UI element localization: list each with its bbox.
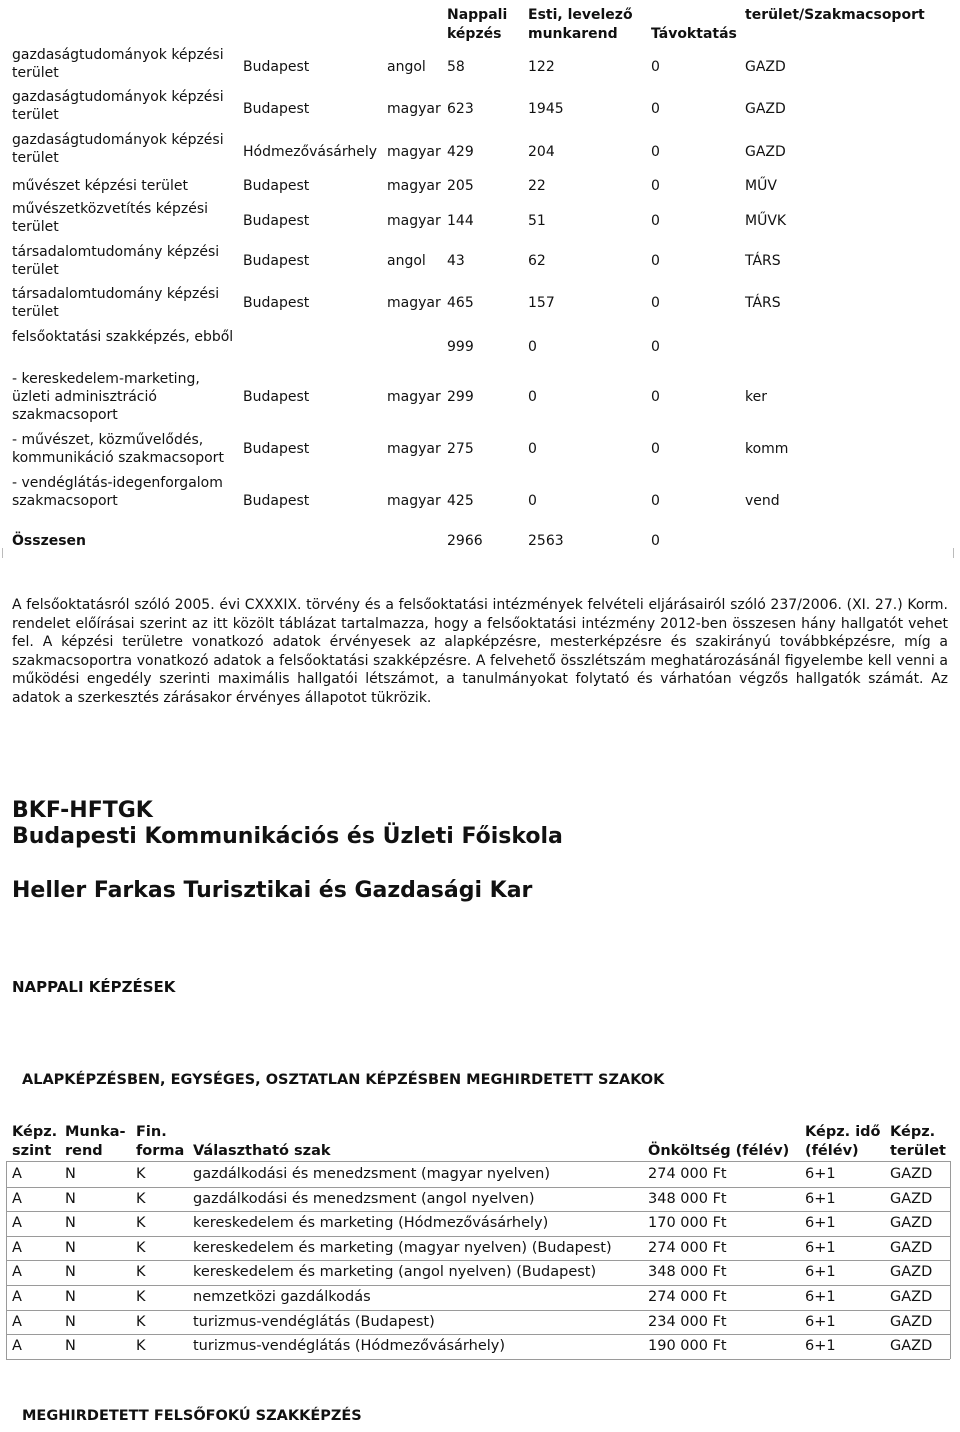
total-esti: 2563 bbox=[528, 533, 564, 549]
header-line: Képz. bbox=[890, 1124, 936, 1140]
row-szak: kereskedelem és marketing (magyar nyelven) (Budapest) bbox=[193, 1240, 612, 1256]
row-munkarend: N bbox=[65, 1314, 76, 1330]
header-esti: Esti, levelező munkarend bbox=[528, 7, 633, 42]
row-fin-forma: K bbox=[136, 1240, 146, 1256]
row-fin-forma: K bbox=[136, 1215, 146, 1231]
row-onkoltseg: 170 000 Ft bbox=[648, 1215, 727, 1231]
total-tavoktatas: 0 bbox=[651, 533, 660, 549]
row-tavoktatas: 0 bbox=[651, 389, 660, 405]
row-tavoktatas: 0 bbox=[651, 59, 660, 75]
row-kepz-szint: A bbox=[12, 1215, 22, 1231]
row-kepz-terulet: GAZD bbox=[890, 1166, 933, 1182]
total-nappali: 2966 bbox=[447, 533, 483, 549]
legal-note: A felsőoktatásról szóló 2005. évi CXXXIX. törvény és a felsőoktatási intézmények felvételi eljárásairól szóló 237/2006. (XI. 27.) Korm. rendelet előírásai szerint az itt közölt táblázat tartalmazza, hogy a felsőoktatási intézmény 2012-ben összesen hány hallgatót vehet fel. A képzési területre vonatkozó adatok érvényesek az alapképzésre, mesterképzésre és szakirányú továbbképzésre, míg a szakmacsoportra vonatkozó adatok a felsőoktatási szakképzésre. A felvehető összlétszám meghatározásánál figyelembe kell venni a működési engedély szerinti maximális hallgatói létszámot, a tanulmányokat folytató és várhatóan végzős hallgatók számát. Az adatok a szerkesztés zárásakor érvényes állapotot tükrözik. bbox=[12, 597, 948, 706]
row-code: TÁRS bbox=[745, 253, 781, 269]
row-szak: turizmus-vendéglátás (Hódmezővásárhely) bbox=[193, 1338, 506, 1354]
row-szak: kereskedelem és marketing (Hódmezővásárhely) bbox=[193, 1215, 549, 1231]
row-code: GAZD bbox=[745, 59, 786, 75]
section-alap-title: ALAPKÉPZÉSBEN, EGYSÉGES, OSZTATLAN KÉPZÉSBEN MEGHIRDETETT SZAKOK bbox=[22, 1072, 665, 1088]
header-szak: Választható szak bbox=[193, 1143, 331, 1159]
institution-code: BKF-HFTGK bbox=[12, 798, 153, 823]
row-language: magyar bbox=[387, 144, 441, 160]
row-fin-forma: K bbox=[136, 1338, 146, 1354]
row-city: Hódmezővásárhely bbox=[243, 144, 378, 160]
row-tavoktatas: 0 bbox=[651, 213, 660, 229]
header-line: Munka- bbox=[65, 1124, 126, 1140]
row-onkoltseg: 348 000 Ft bbox=[648, 1264, 727, 1280]
row-kepz-ido: 6+1 bbox=[805, 1240, 836, 1256]
row-kepz-ido: 6+1 bbox=[805, 1289, 836, 1305]
row-city: Budapest bbox=[243, 441, 310, 457]
row-esti: 22 bbox=[528, 178, 546, 194]
row-tavoktatas: 0 bbox=[651, 144, 660, 160]
row-esti: 204 bbox=[528, 144, 555, 160]
row-nappali: 43 bbox=[447, 253, 465, 269]
row-kepz-ido: 6+1 bbox=[805, 1191, 836, 1207]
header-onkoltseg: Önköltség (félév) bbox=[648, 1143, 790, 1159]
header-line: Képz. idő bbox=[805, 1124, 881, 1140]
header-kepz-szint bbox=[12, 1123, 57, 1161]
row-esti: 0 bbox=[528, 389, 537, 405]
row-nappali: 275 bbox=[447, 441, 474, 457]
table-row bbox=[0, 1334, 960, 1359]
row-label: művészetközvetítés képzési terület bbox=[12, 201, 209, 235]
row-kepz-szint: A bbox=[12, 1240, 22, 1256]
row-onkoltseg: 190 000 Ft bbox=[648, 1338, 727, 1354]
row-nappali: 623 bbox=[447, 101, 474, 117]
faculty-name: Heller Farkas Turisztikai és Gazdasági Kar bbox=[12, 878, 533, 903]
row-kepz-szint: A bbox=[12, 1289, 22, 1305]
row-language: magyar bbox=[387, 441, 441, 457]
row-tavoktatas: 0 bbox=[651, 493, 660, 509]
header-kepz-ido bbox=[805, 1123, 881, 1161]
row-kepz-terulet: GAZD bbox=[890, 1215, 933, 1231]
header-tavoktatas: Távoktatás bbox=[651, 26, 737, 42]
header-munkarend bbox=[65, 1123, 126, 1161]
row-munkarend: N bbox=[65, 1289, 76, 1305]
row-onkoltseg: 348 000 Ft bbox=[648, 1191, 727, 1207]
header-terulet: terület/Szakmacsoport bbox=[745, 7, 925, 23]
row-tavoktatas: 0 bbox=[651, 295, 660, 311]
row-language: angol bbox=[387, 253, 426, 269]
row-szak: gazdálkodási és menedzsment (angol nyelven) bbox=[193, 1191, 535, 1207]
row-onkoltseg: 274 000 Ft bbox=[648, 1289, 727, 1305]
row-kepz-terulet: GAZD bbox=[890, 1240, 933, 1256]
header-line: Képz. bbox=[12, 1124, 58, 1140]
table-rule bbox=[6, 1359, 950, 1360]
row-esti: 1945 bbox=[528, 101, 564, 117]
row-label: gazdaságtudományok képzési terület bbox=[12, 89, 224, 123]
row-tavoktatas: 0 bbox=[651, 101, 660, 117]
row-city: Budapest bbox=[243, 295, 310, 311]
row-city: Budapest bbox=[243, 213, 310, 229]
row-city: Budapest bbox=[243, 59, 310, 75]
row-fin-forma: K bbox=[136, 1166, 146, 1182]
row-language: magyar bbox=[387, 213, 441, 229]
header-line: (félév) bbox=[805, 1143, 859, 1159]
row-label: felsőoktatási szakképzés, ebből bbox=[12, 329, 234, 345]
table-row bbox=[0, 1211, 960, 1236]
institution-name: Budapesti Kommunikációs és Üzleti Főiskola bbox=[12, 824, 563, 849]
row-kepz-szint: A bbox=[12, 1166, 22, 1182]
row-esti: 0 bbox=[528, 493, 537, 509]
row-munkarend: N bbox=[65, 1166, 76, 1182]
row-tavoktatas: 0 bbox=[651, 339, 660, 355]
row-city: Budapest bbox=[243, 178, 310, 194]
row-label: társadalomtudomány képzési terület bbox=[12, 286, 220, 320]
row-label: gazdaságtudományok képzési terület bbox=[12, 132, 224, 166]
row-city: Budapest bbox=[243, 389, 310, 405]
row-esti: 51 bbox=[528, 213, 546, 229]
row-tavoktatas: 0 bbox=[651, 178, 660, 194]
row-esti: 62 bbox=[528, 253, 546, 269]
row-city: Budapest bbox=[243, 253, 310, 269]
row-language: magyar bbox=[387, 101, 441, 117]
row-kepz-szint: A bbox=[12, 1338, 22, 1354]
header-kepz-terulet bbox=[890, 1123, 946, 1161]
row-kepz-ido: 6+1 bbox=[805, 1314, 836, 1330]
row-kepz-ido: 6+1 bbox=[805, 1166, 836, 1182]
table-row bbox=[0, 1162, 960, 1187]
row-kepz-terulet: GAZD bbox=[890, 1264, 933, 1280]
row-munkarend: N bbox=[65, 1191, 76, 1207]
row-nappali: 205 bbox=[447, 178, 474, 194]
header-fin-forma bbox=[136, 1123, 184, 1161]
row-nappali: 465 bbox=[447, 295, 474, 311]
row-onkoltseg: 234 000 Ft bbox=[648, 1314, 727, 1330]
row-munkarend: N bbox=[65, 1215, 76, 1231]
total-label: Összesen bbox=[12, 533, 87, 549]
row-kepz-ido: 6+1 bbox=[805, 1338, 836, 1354]
row-fin-forma: K bbox=[136, 1289, 146, 1305]
row-kepz-szint: A bbox=[12, 1191, 22, 1207]
row-fin-forma: K bbox=[136, 1314, 146, 1330]
row-esti: 122 bbox=[528, 59, 555, 75]
row-label: gazdaságtudományok képzési terület bbox=[12, 47, 224, 81]
row-tavoktatas: 0 bbox=[651, 441, 660, 457]
row-city: Budapest bbox=[243, 493, 310, 509]
row-nappali: 299 bbox=[447, 389, 474, 405]
row-kepz-ido: 6+1 bbox=[805, 1264, 836, 1280]
row-language: magyar bbox=[387, 493, 441, 509]
row-code: GAZD bbox=[745, 144, 786, 160]
row-code: MŰV bbox=[745, 178, 777, 194]
row-esti: 0 bbox=[528, 441, 537, 457]
header-line: rend bbox=[65, 1143, 103, 1159]
row-munkarend: N bbox=[65, 1264, 76, 1280]
row-tavoktatas: 0 bbox=[651, 253, 660, 269]
header-nappali: Nappali képzés bbox=[447, 7, 508, 42]
row-city: Budapest bbox=[243, 101, 310, 117]
row-label: - vendéglátás-idegenforgalom szakmacsoport bbox=[12, 475, 223, 509]
header-line: szint bbox=[12, 1143, 52, 1159]
row-munkarend: N bbox=[65, 1338, 76, 1354]
table-row bbox=[0, 1285, 960, 1310]
row-code: TÁRS bbox=[745, 295, 781, 311]
table-row bbox=[0, 1236, 960, 1261]
table-row bbox=[0, 1187, 960, 1212]
row-code: GAZD bbox=[745, 101, 786, 117]
section-fofok-title: MEGHIRDETETT FELSŐFOKÚ SZAKKÉPZÉS bbox=[22, 1408, 362, 1424]
row-label: - kereskedelem-marketing, üzleti adminisztráció szakmacsoport bbox=[12, 371, 200, 423]
row-kepz-szint: A bbox=[12, 1314, 22, 1330]
row-label: művészet képzési terület bbox=[12, 178, 189, 194]
table-rule bbox=[6, 1161, 7, 1359]
section-nappali-title: NAPPALI KÉPZÉSEK bbox=[12, 978, 176, 996]
row-esti: 157 bbox=[528, 295, 555, 311]
row-fin-forma: K bbox=[136, 1264, 146, 1280]
row-nappali: 999 bbox=[447, 339, 474, 355]
row-kepz-terulet: GAZD bbox=[890, 1191, 933, 1207]
row-nappali: 144 bbox=[447, 213, 474, 229]
divider-tick bbox=[2, 548, 3, 558]
row-esti: 0 bbox=[528, 339, 537, 355]
row-nappali: 58 bbox=[447, 59, 465, 75]
header-line: forma bbox=[136, 1143, 185, 1159]
row-language: magyar bbox=[387, 178, 441, 194]
row-language: magyar bbox=[387, 295, 441, 311]
row-label: - művészet, közművelődés, kommunikáció szakmacsoport bbox=[12, 432, 224, 466]
row-code: MŰVK bbox=[745, 213, 787, 229]
header-line: Fin. bbox=[136, 1124, 167, 1140]
row-onkoltseg: 274 000 Ft bbox=[648, 1240, 727, 1256]
row-kepz-terulet: GAZD bbox=[890, 1338, 933, 1354]
table-rule bbox=[950, 1161, 951, 1359]
table-row bbox=[0, 1310, 960, 1335]
row-kepz-terulet: GAZD bbox=[890, 1314, 933, 1330]
row-kepz-terulet: GAZD bbox=[890, 1289, 933, 1305]
header-line: terület bbox=[890, 1143, 946, 1159]
row-nappali: 429 bbox=[447, 144, 474, 160]
row-language: magyar bbox=[387, 389, 441, 405]
row-szak: gazdálkodási és menedzsment (magyar nyelven) bbox=[193, 1166, 550, 1182]
row-szak: turizmus-vendéglátás (Budapest) bbox=[193, 1314, 435, 1330]
row-kepz-szint: A bbox=[12, 1264, 22, 1280]
row-code: vend bbox=[745, 493, 780, 509]
row-szak: nemzetközi gazdálkodás bbox=[193, 1289, 371, 1305]
row-code: ker bbox=[745, 389, 767, 405]
row-code: komm bbox=[745, 441, 789, 457]
row-onkoltseg: 274 000 Ft bbox=[648, 1166, 727, 1182]
row-munkarend: N bbox=[65, 1240, 76, 1256]
row-language: angol bbox=[387, 59, 426, 75]
row-label: társadalomtudomány képzési terület bbox=[12, 244, 220, 278]
row-szak: kereskedelem és marketing (angol nyelven) (Budapest) bbox=[193, 1264, 597, 1280]
row-fin-forma: K bbox=[136, 1191, 146, 1207]
row-nappali: 425 bbox=[447, 493, 474, 509]
divider-tick bbox=[953, 548, 954, 558]
table-row bbox=[0, 1260, 960, 1285]
row-kepz-ido: 6+1 bbox=[805, 1215, 836, 1231]
